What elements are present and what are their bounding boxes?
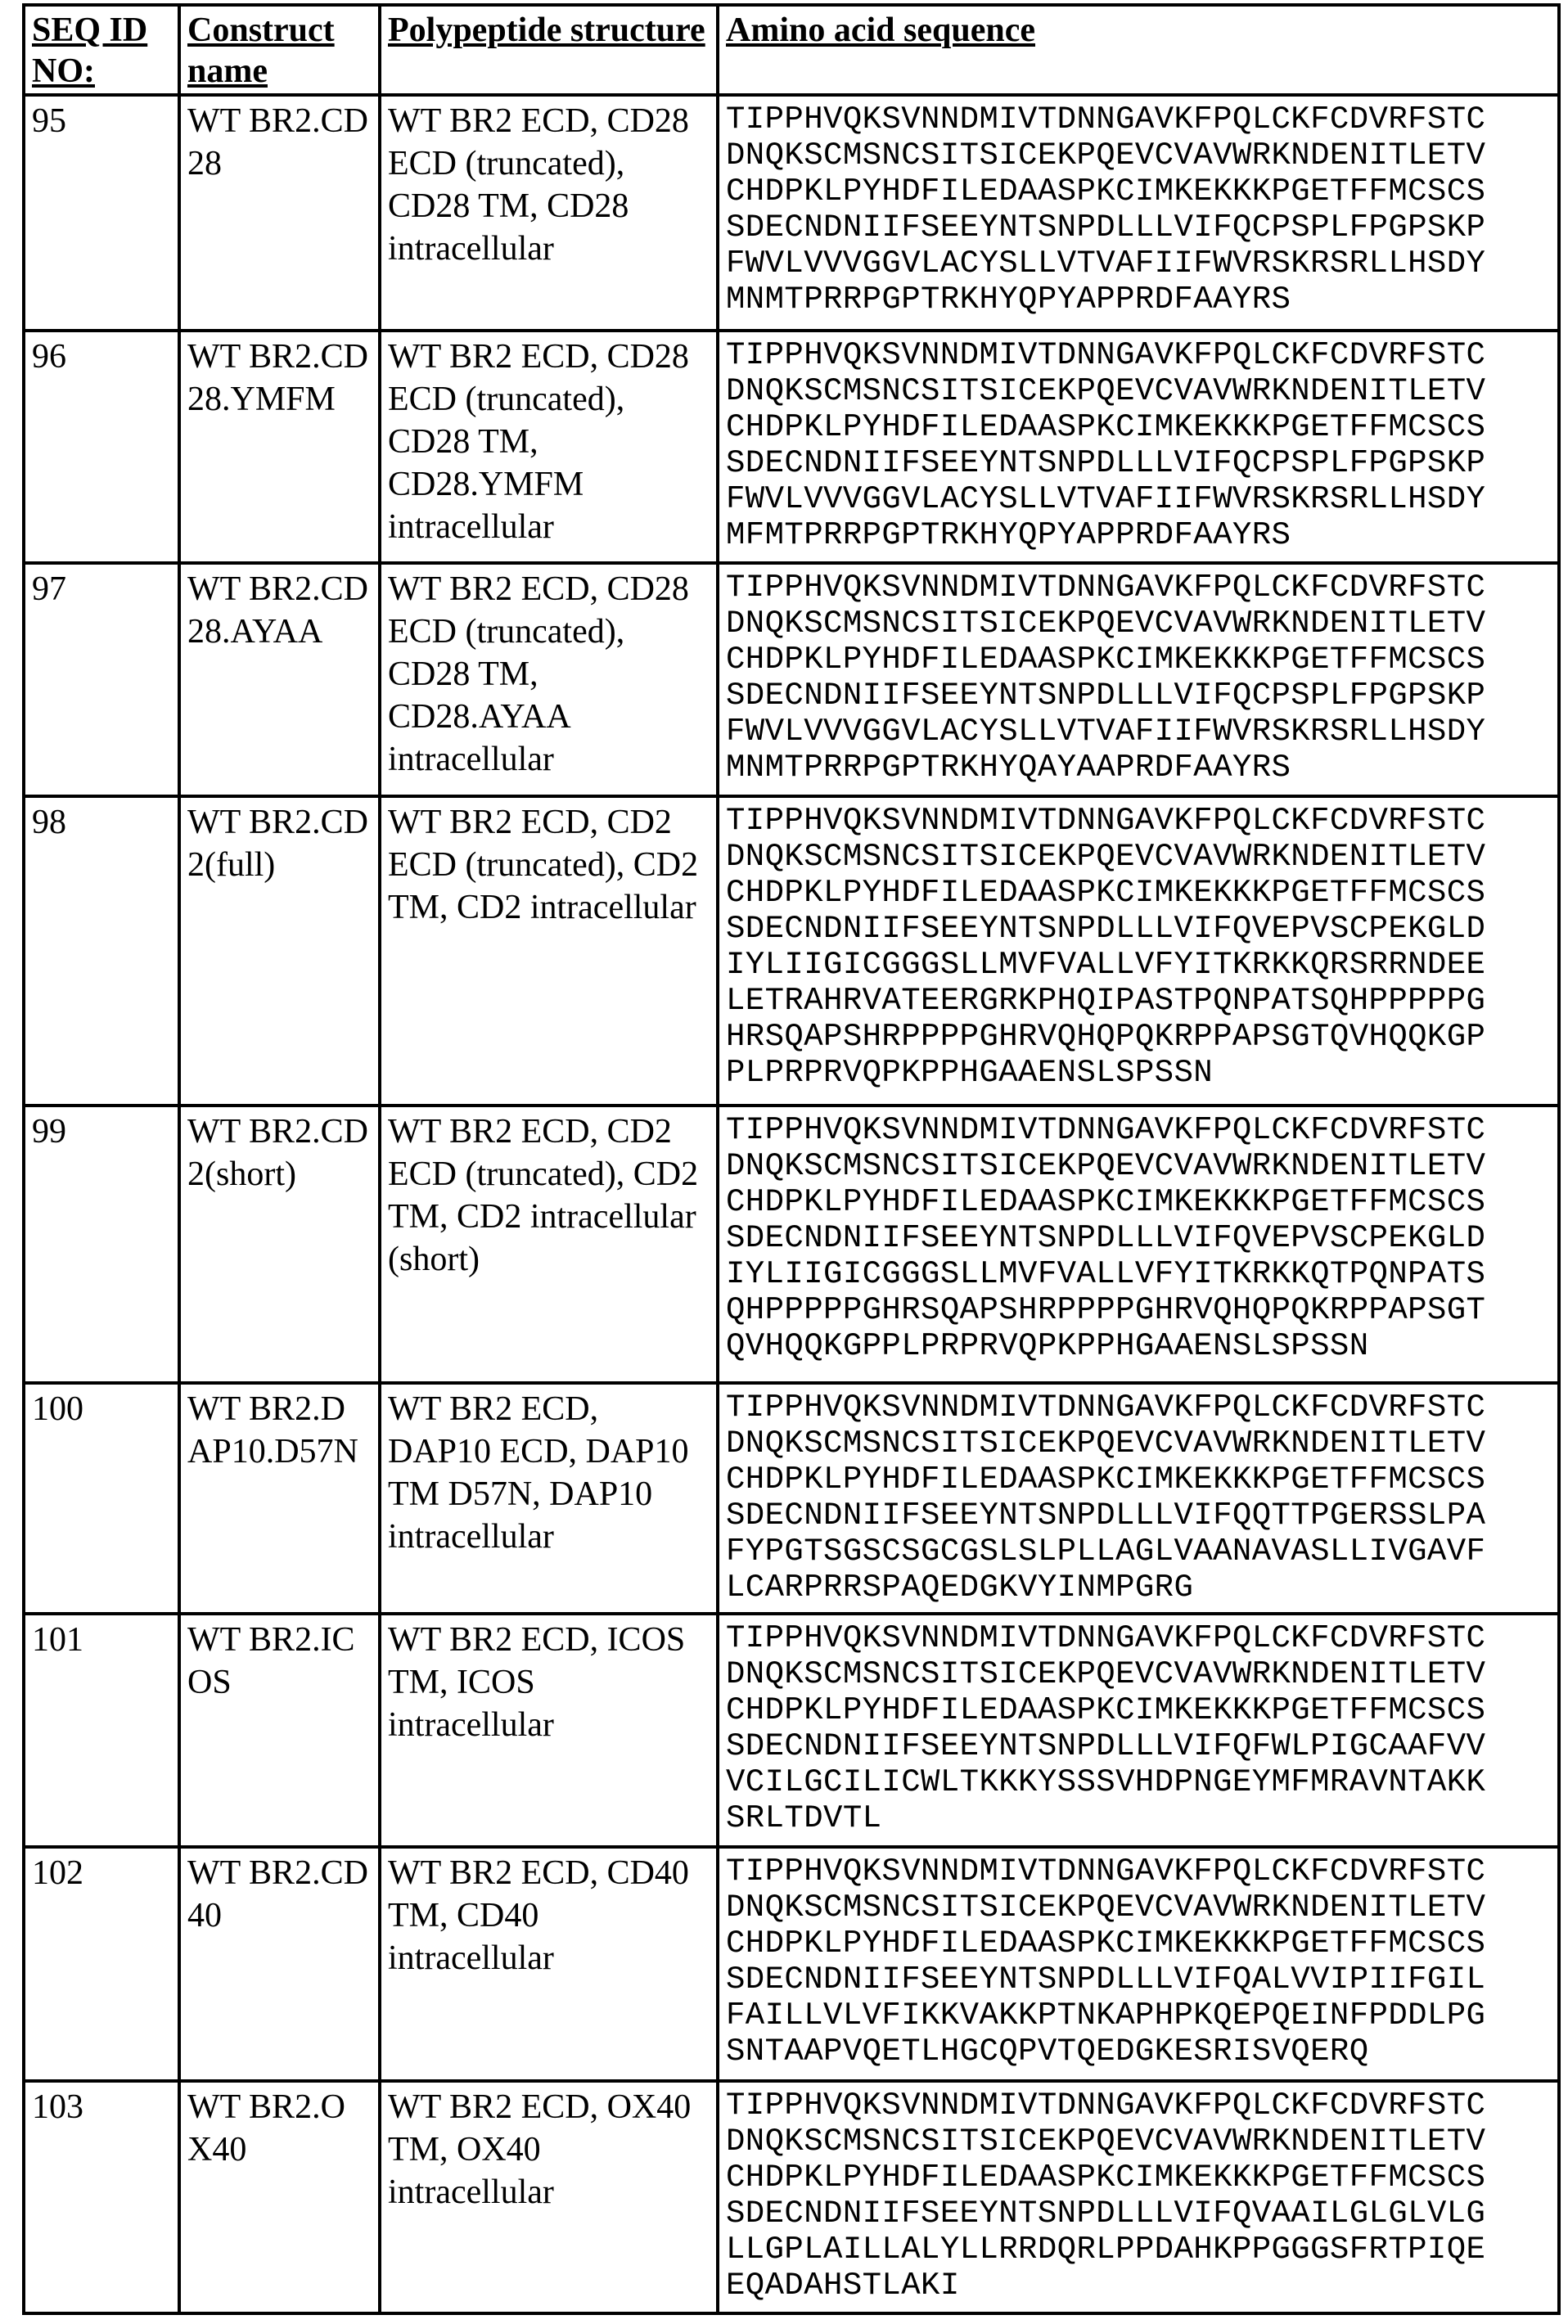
polypeptide-structure-cell: WT BR2 ECD, CD2 ECD (truncated), CD2 TM, CD2 intracellular bbox=[380, 796, 718, 1106]
sequence-line: SDECNDNIIFSEEYNTSNPDLLLVIFQVEPVSCPEKGLD bbox=[726, 1220, 1549, 1256]
table-row bbox=[24, 331, 1559, 563]
seq-id-cell: 102 bbox=[24, 1847, 179, 2081]
table-row bbox=[24, 2081, 1559, 2313]
seq-id-cell: 96 bbox=[24, 331, 179, 563]
sequence-line: TIPPHVQKSVNNDMIVTDNNGAVKFPQLCKFCDVRFSTC bbox=[726, 1389, 1549, 1425]
polypeptide-structure-cell: WT BR2 ECD, DAP10 ECD, DAP10 TM D57N, DAP10 intracellular bbox=[380, 1383, 718, 1614]
sequence-line: TIPPHVQKSVNNDMIVTDNNGAVKFPQLCKFCDVRFSTC bbox=[726, 337, 1549, 373]
sequence-line: SDECNDNIIFSEEYNTSNPDLLLVIFQVAAILGLGLVLG bbox=[726, 2196, 1549, 2232]
sequence-line: SDECNDNIIFSEEYNTSNPDLLLVIFQQTTPGERSSLPA bbox=[726, 1498, 1549, 1534]
sequence-line: LCARPRRSPAQEDGKVYINMPGRG bbox=[726, 1570, 1549, 1606]
sequence-line: EQADAHSTLAKI bbox=[726, 2268, 1549, 2304]
sequence-line: SNTAAPVQETLHGCQPVTQEDGKESRISVQERQ bbox=[726, 2034, 1549, 2070]
sequence-line: DNQKSCMSNCSITSICEKPQEVCVAVWRKNDENITLETV bbox=[726, 137, 1549, 173]
construct-name-cell: WT BR2.CD28.YMFM bbox=[179, 331, 380, 563]
table-row bbox=[24, 796, 1559, 1106]
table-row bbox=[24, 563, 1559, 796]
sequence-line: CHDPKLPYHDFILEDAASPKCIMKEKKKPGETFFMCSCS bbox=[726, 875, 1549, 911]
sequence-line: FWVLVVVGGVLACYSLLVTVAFIIFWVRSKRSRLLHSDY bbox=[726, 481, 1549, 517]
header-seq-id: SEQ ID NO: bbox=[24, 5, 179, 95]
sequence-line: FAILLVLVFIKKVAKKPTNKAPHPKQEPQEINFPDDLPG bbox=[726, 1997, 1549, 2034]
sequence-line: SDECNDNIIFSEEYNTSNPDLLLVIFQALVVIPIIFGIL bbox=[726, 1961, 1549, 1997]
sequence-line: CHDPKLPYHDFILEDAASPKCIMKEKKKPGETFFMCSCS bbox=[726, 1184, 1549, 1220]
sequence-line: MNMTPRRPGPTRKHYQPYAPPRDFAAYRS bbox=[726, 281, 1549, 318]
polypeptide-structure-cell: WT BR2 ECD, ICOS TM, ICOS intracellular bbox=[380, 1614, 718, 1847]
sequence-line: HRSQAPSHRPPPPGHRVQHQPQKRPPAPSGTQVHQQKGP bbox=[726, 1019, 1549, 1055]
construct-name-cell: WT BR2.CD28.AYAA bbox=[179, 563, 380, 796]
polypeptide-structure-cell: WT BR2 ECD, CD2 ECD (truncated), CD2 TM, CD2 intracellular (short) bbox=[380, 1106, 718, 1383]
sequence-line: CHDPKLPYHDFILEDAASPKCIMKEKKKPGETFFMCSCS bbox=[726, 1925, 1549, 1961]
header-amino-acid-sequence: Amino acid sequence bbox=[718, 5, 1559, 95]
sequence-line: DNQKSCMSNCSITSICEKPQEVCVAVWRKNDENITLETV bbox=[726, 1889, 1549, 1925]
sequence-line: CHDPKLPYHDFILEDAASPKCIMKEKKKPGETFFMCSCS bbox=[726, 642, 1549, 678]
polypeptide-structure-cell: WT BR2 ECD, CD28 ECD (truncated), CD28 TM, CD28.AYAA intracellular bbox=[380, 563, 718, 796]
sequence-line: DNQKSCMSNCSITSICEKPQEVCVAVWRKNDENITLETV bbox=[726, 1656, 1549, 1692]
sequence-line: LETRAHRVATEERGRKPHQIPASTPQNPATSQHPPPPPG bbox=[726, 983, 1549, 1019]
polypeptide-structure-cell: WT BR2 ECD, CD28 ECD (truncated), CD28 TM, CD28 intracellular bbox=[380, 95, 718, 331]
sequence-line: CHDPKLPYHDFILEDAASPKCIMKEKKKPGETFFMCSCS bbox=[726, 1692, 1549, 1728]
construct-name-cell: WT BR2.DAP10.D57N bbox=[179, 1383, 380, 1614]
sequence-line: DNQKSCMSNCSITSICEKPQEVCVAVWRKNDENITLETV bbox=[726, 1425, 1549, 1462]
construct-name-cell: WT BR2.CD2(full) bbox=[179, 796, 380, 1106]
amino-acid-sequence-cell bbox=[718, 796, 1559, 1106]
sequence-line: DNQKSCMSNCSITSICEKPQEVCVAVWRKNDENITLETV bbox=[726, 1148, 1549, 1184]
polypeptide-structure-cell: WT BR2 ECD, CD40 TM, CD40 intracellular bbox=[380, 1847, 718, 2081]
sequence-line: CHDPKLPYHDFILEDAASPKCIMKEKKKPGETFFMCSCS bbox=[726, 409, 1549, 445]
seq-id-cell: 95 bbox=[24, 95, 179, 331]
amino-acid-sequence-cell bbox=[718, 95, 1559, 331]
sequence-line: VCILGCILICWLTKKKYSSSVHDPNGEYMFMRAVNTAKK bbox=[726, 1764, 1549, 1800]
polypeptide-structure-cell: WT BR2 ECD, CD28 ECD (truncated), CD28 TM, CD28.YMFM intracellular bbox=[380, 331, 718, 563]
seq-id-cell: 100 bbox=[24, 1383, 179, 1614]
sequence-table bbox=[22, 3, 1561, 2315]
sequence-line: IYLIIGICGGGSLLMVFVALLVFYITKRKKQRSRRNDEE bbox=[726, 947, 1549, 983]
sequence-line: QHPPPPPGHRSQAPSHRPPPPGHRVQHQPQKRPPAPSGT bbox=[726, 1292, 1549, 1328]
sequence-line: QVHQQKGPPLPRPRVQPKPPHGAAENSLSPSSN bbox=[726, 1328, 1549, 1364]
construct-name-cell: WT BR2.CD28 bbox=[179, 95, 380, 331]
sequence-line: TIPPHVQKSVNNDMIVTDNNGAVKFPQLCKFCDVRFSTC bbox=[726, 1112, 1549, 1148]
amino-acid-sequence-cell bbox=[718, 1106, 1559, 1383]
sequence-line: TIPPHVQKSVNNDMIVTDNNGAVKFPQLCKFCDVRFSTC bbox=[726, 570, 1549, 606]
table-row bbox=[24, 1106, 1559, 1383]
header-construct-name: Construct name bbox=[179, 5, 380, 95]
sequence-line: DNQKSCMSNCSITSICEKPQEVCVAVWRKNDENITLETV bbox=[726, 2124, 1549, 2160]
sequence-line: PLPRPRVQPKPPHGAAENSLSPSSN bbox=[726, 1055, 1549, 1091]
amino-acid-sequence-cell bbox=[718, 563, 1559, 796]
seq-id-cell: 101 bbox=[24, 1614, 179, 1847]
sequence-line: FWVLVVVGGVLACYSLLVTVAFIIFWVRSKRSRLLHSDY bbox=[726, 245, 1549, 281]
amino-acid-sequence-cell bbox=[718, 2081, 1559, 2313]
sequence-line: FWVLVVVGGVLACYSLLVTVAFIIFWVRSKRSRLLHSDY bbox=[726, 714, 1549, 750]
seq-id-cell: 99 bbox=[24, 1106, 179, 1383]
sequence-line: SDECNDNIIFSEEYNTSNPDLLLVIFQCPSPLFPGPSKP bbox=[726, 209, 1549, 245]
polypeptide-structure-cell: WT BR2 ECD, OX40 TM, OX40 intracellular bbox=[380, 2081, 718, 2313]
sequence-line: LLGPLAILLALYLLRRDQRLPPDAHKPPGGGSFRTPIQE bbox=[726, 2232, 1549, 2268]
amino-acid-sequence-cell bbox=[718, 1383, 1559, 1614]
sequence-line: CHDPKLPYHDFILEDAASPKCIMKEKKKPGETFFMCSCS bbox=[726, 1462, 1549, 1498]
sequence-line: SRLTDVTL bbox=[726, 1800, 1549, 1836]
amino-acid-sequence-cell bbox=[718, 1847, 1559, 2081]
sequence-line: TIPPHVQKSVNNDMIVTDNNGAVKFPQLCKFCDVRFSTC bbox=[726, 1853, 1549, 1889]
sequence-line: MNMTPRRPGPTRKHYQAYAAPRDFAAYRS bbox=[726, 750, 1549, 786]
sequence-line: FYPGTSGSCSGCGSLSLPLLAGLVAANAVASLLIVGAVF bbox=[726, 1534, 1549, 1570]
seq-id-cell: 98 bbox=[24, 796, 179, 1106]
sequence-line: TIPPHVQKSVNNDMIVTDNNGAVKFPQLCKFCDVRFSTC bbox=[726, 101, 1549, 137]
construct-name-cell: WT BR2.OX40 bbox=[179, 2081, 380, 2313]
header-row bbox=[24, 5, 1559, 95]
sequence-line: CHDPKLPYHDFILEDAASPKCIMKEKKKPGETFFMCSCS bbox=[726, 2160, 1549, 2196]
seq-id-cell: 103 bbox=[24, 2081, 179, 2313]
seq-id-cell: 97 bbox=[24, 563, 179, 796]
table-row bbox=[24, 95, 1559, 331]
sequence-line: DNQKSCMSNCSITSICEKPQEVCVAVWRKNDENITLETV bbox=[726, 606, 1549, 642]
sequence-line: TIPPHVQKSVNNDMIVTDNNGAVKFPQLCKFCDVRFSTC bbox=[726, 1620, 1549, 1656]
sequence-line: IYLIIGICGGGSLLMVFVALLVFYITKRKKQTPQNPATS bbox=[726, 1256, 1549, 1292]
sequence-line: DNQKSCMSNCSITSICEKPQEVCVAVWRKNDENITLETV bbox=[726, 839, 1549, 875]
amino-acid-sequence-cell bbox=[718, 1614, 1559, 1847]
sequence-line: SDECNDNIIFSEEYNTSNPDLLLVIFQFWLPIGCAAFVV bbox=[726, 1728, 1549, 1764]
sequence-line: SDECNDNIIFSEEYNTSNPDLLLVIFQCPSPLFPGPSKP bbox=[726, 445, 1549, 481]
header-polypeptide-structure: Polypeptide structure bbox=[380, 5, 718, 95]
amino-acid-sequence-cell bbox=[718, 331, 1559, 563]
construct-name-cell: WT BR2.CD40 bbox=[179, 1847, 380, 2081]
construct-name-cell: WT BR2.ICOS bbox=[179, 1614, 380, 1847]
table-row bbox=[24, 1383, 1559, 1614]
sequence-line: CHDPKLPYHDFILEDAASPKCIMKEKKKPGETFFMCSCS bbox=[726, 173, 1549, 209]
sequence-line: DNQKSCMSNCSITSICEKPQEVCVAVWRKNDENITLETV bbox=[726, 373, 1549, 409]
sequence-line: TIPPHVQKSVNNDMIVTDNNGAVKFPQLCKFCDVRFSTC bbox=[726, 2088, 1549, 2124]
table-row bbox=[24, 1614, 1559, 1847]
sequence-line: SDECNDNIIFSEEYNTSNPDLLLVIFQVEPVSCPEKGLD bbox=[726, 911, 1549, 947]
sequence-line: TIPPHVQKSVNNDMIVTDNNGAVKFPQLCKFCDVRFSTC bbox=[726, 803, 1549, 839]
sequence-line: MFMTPRRPGPTRKHYQPYAPPRDFAAYRS bbox=[726, 517, 1549, 553]
sequence-line: SDECNDNIIFSEEYNTSNPDLLLVIFQCPSPLFPGPSKP bbox=[726, 678, 1549, 714]
construct-name-cell: WT BR2.CD2(short) bbox=[179, 1106, 380, 1383]
table-row bbox=[24, 1847, 1559, 2081]
